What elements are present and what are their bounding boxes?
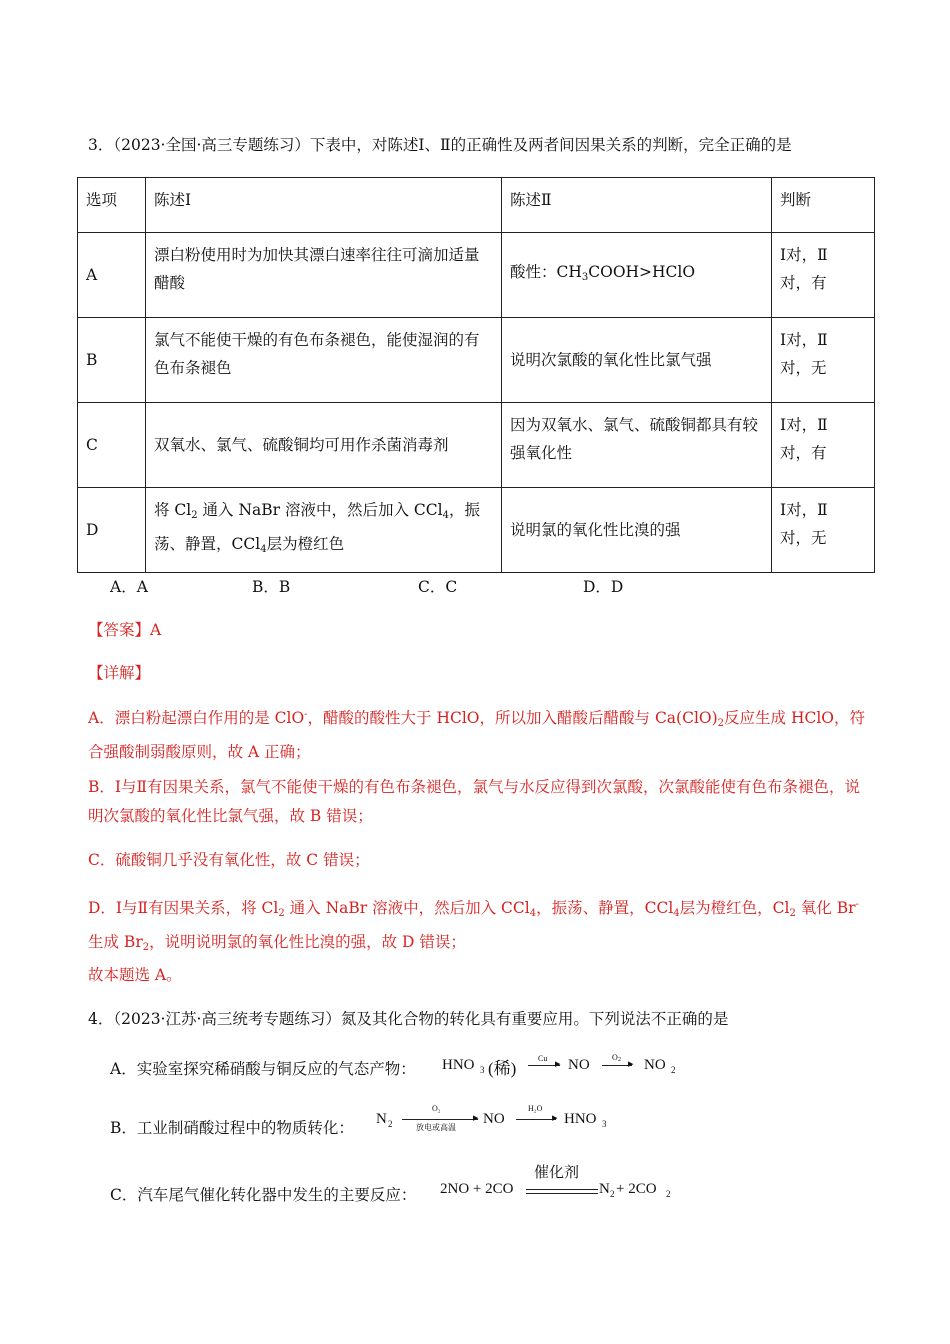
q4-option-a-label: A．实验室探究稀硝酸与铜反应的气态产物： (110, 1060, 416, 1078)
header-statement-2: 陈述Ⅱ (502, 178, 772, 233)
explanation-d: D．Ⅰ与Ⅱ有因果关系，将 $Cl_2$ 通入 NaBr 溶液中，然后加入 CCl$_4$，振荡、静置，CCl$_4$层为橙红色，$Cl_2$ 氧化 Br-生成 $Br_2$，说明说明氯的氧化性比溴的强，故 D 错误； (88, 899, 859, 953)
explanation-c: C．硫酸铜几乎没有氧化性，故 C 错误； (88, 851, 370, 869)
choice-a: A．A (110, 578, 148, 596)
row-judgement: Ⅰ对，Ⅱ 对，有 (772, 233, 875, 318)
row-statement-2: 说明氯的氧化性比溴的强 (502, 488, 772, 573)
row-statement-1: 氯气不能使干燥的有色布条褪色，能使湿润的有色布条褪色 (146, 318, 502, 403)
row-option: C (78, 403, 146, 488)
table-row (78, 488, 875, 573)
row-judgement: Ⅰ对，Ⅱ 对，无 (772, 318, 875, 403)
choice-d: D．D (583, 578, 624, 596)
choice-b: B．B (252, 578, 291, 596)
choice-c: C．C (418, 578, 458, 596)
header-judgement: 判断 (772, 178, 875, 233)
row-statement-2: 说明次氯酸的氧化性比氯气强 (502, 318, 772, 403)
row-judgement: Ⅰ对，Ⅱ 对，无 (772, 488, 875, 573)
q4-equation-a: HNO 3 (稀) Cu ▸ NO O 2 ▸ NO 2 (442, 1053, 676, 1078)
row-option: B (78, 318, 146, 403)
row-statement-2: 酸性：$CH_3COOH>HClO$ (502, 233, 772, 318)
q3-stem: 3．（2023·全国·高三专题练习）下表中，对陈述Ⅰ、Ⅱ的正确性及两者间因果关系的判断，完全正确的是 (88, 136, 792, 154)
row-statement-2: 因为双氧水、氯气、硫酸铜都具有较强氧化性 (502, 403, 772, 488)
row-judgement: Ⅰ对，Ⅱ 对，有 (772, 403, 875, 488)
q4-stem: 4．（2023·江苏·高三统考专题练习）氮及其化合物的转化具有重要应用。下列说法不正确的是 (88, 1010, 729, 1028)
header-statement-1: 陈述Ⅰ (146, 178, 502, 233)
table-row (78, 233, 875, 318)
row-option: D (78, 488, 146, 573)
explanation-a: A．漂白粉起漂白作用的是 ClO-，醋酸的酸性大于 HClO，所以加入醋酸后醋酸与 $Ca(ClO)_2$反应生成 HClO，符合强酸制弱酸原则，故 A 正确； (88, 709, 866, 761)
q4-equation-c: 2NO + 2CO 催化剂 N 2 + 2CO 2 (440, 1163, 671, 1199)
row-statement-1: 双氧水、氯气、硫酸铜均可用作杀菌消毒剂 (146, 403, 502, 488)
q3-table (77, 177, 875, 573)
table-header-row (78, 178, 875, 233)
q4-equation-b: N 2 O₂ ▸ 放电或高温 NO H₂O ▸ HNO 3 (376, 1104, 607, 1132)
row-option: A (78, 233, 146, 318)
q4-option-c-label: C．汽车尾气催化转化器中发生的主要反应： (110, 1186, 417, 1204)
q4-option-b-label: B．工业制硝酸过程中的物质转化： (110, 1119, 354, 1137)
detail-title: 【详解】 (88, 664, 151, 682)
answer-label: 【答案】A (88, 621, 162, 639)
explanation-b: B．Ⅰ与Ⅱ有因果关系，氯气不能使干燥的有色布条褪色，氯气与水反应得到次氯酸，次氯酸能使有色布条褪色，说明次氯酸的氧化性比氯气强，故 B 错误； (88, 778, 861, 825)
row-statement-1: 漂白粉使用时为加快其漂白速率往往可滴加适量醋酸 (146, 233, 502, 318)
table-row (78, 318, 875, 403)
table-row (78, 403, 875, 488)
row-statement-1: 将 $Cl_2$ 通入 NaBr 溶液中，然后加入 CCl$_4$，振荡、静置，CCl$_4$层为橙红色 (146, 488, 502, 573)
header-option: 选项 (78, 178, 146, 233)
conclusion: 故本题选 A。 (88, 966, 182, 984)
